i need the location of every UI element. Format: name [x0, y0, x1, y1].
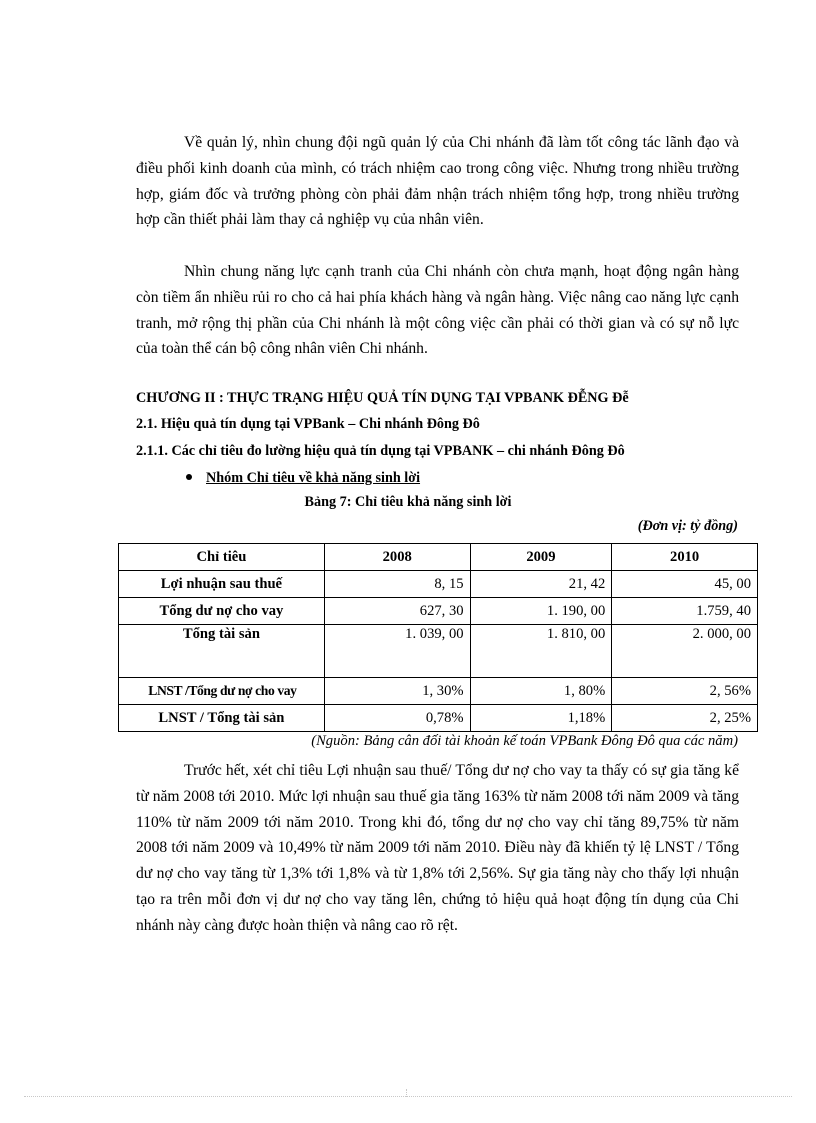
cell-value: 21, 42 [470, 571, 612, 598]
header-2010: 2010 [612, 544, 758, 571]
table-unit: (Đơn vị: tỷ đồng) [637, 518, 738, 534]
cell-value: 0,78% [324, 705, 470, 732]
paragraph-analysis [136, 758, 739, 939]
table-header-row [119, 544, 758, 571]
row-label: Lợi nhuận sau thuế [119, 571, 325, 598]
table-row [119, 705, 758, 732]
cell-value: 2, 25% [612, 705, 758, 732]
cell-value: 1. 039, 00 [324, 625, 470, 678]
cell-value: 1.759, 40 [612, 598, 758, 625]
row-label: LNST / Tổng tài sản [119, 705, 325, 732]
table-row [119, 625, 758, 678]
section-heading: 2.1. Hiệu quả tín dụng tại VPBank – Chi nhánh Đông Đô [136, 416, 480, 432]
subsection-heading: 2.1.1. Các chỉ tiêu đo lường hiệu quả tín dụng tại VPBANK – chi nhánh Đông Đô [136, 443, 625, 459]
bullet-text: Nhóm Chỉ tiêu về khả năng sinh lời [206, 470, 421, 486]
header-indicator: Chỉ tiêu [119, 544, 325, 571]
cell-value: 2, 56% [612, 678, 758, 705]
page-footer-marker [406, 1089, 407, 1097]
cell-value: 1, 80% [470, 678, 612, 705]
paragraph-analysis-text: Trước hết, xét chỉ tiêu Lợi nhuận sau thuế/ Tổng dư nợ cho vay ta thấy có sự gia tăng kể từ năm 2008 tới 2010. Mức lợi nhuận sau thuế gia tăng 163% từ năm 2008 tới năm 2009 và tăng 110% từ năm 2009 tới năm 2010. Trong khi đó, tổng dư nợ cho vay chỉ tăng 89,75% từ năm 2008 tới năm 2009 và 10,49% từ năm 2009 tới năm 2010. Điều này đã khiến tỷ lệ LNST / Tổng dư nợ cho vay tăng từ 1,3% tới 1,8% và từ 1,8% tới 2,56%. Sự gia tăng này cho thấy lợi nhuận tạo ra trên mỗi đơn vị dư nợ cho vay tăng lên, chứng tỏ hiệu quả hoạt động tín dụng của Chi nhánh này càng được hoàn thiện và nâng cao rõ rệt. [136, 762, 739, 934]
cell-value: 1. 190, 00 [470, 598, 612, 625]
cell-value: 1,18% [470, 705, 612, 732]
page-footer-divider [24, 1096, 792, 1097]
bullet-icon [186, 474, 192, 480]
table-row [119, 678, 758, 705]
profitability-table [118, 543, 758, 732]
cell-value: 1, 30% [324, 678, 470, 705]
cell-value: 1. 810, 00 [470, 625, 612, 678]
cell-value: 45, 00 [612, 571, 758, 598]
table-source-note: (Nguồn: Bảng cân đối tài khoản kế toán VPBank Đông Đô qua các năm) [311, 733, 738, 749]
cell-value: 8, 15 [324, 571, 470, 598]
paragraph-competitiveness-text: Nhìn chung năng lực cạnh tranh của Chi nhánh còn chưa mạnh, hoạt động ngân hàng còn tiềm ẩn nhiều rủi ro cho cả hai phía khách hàng và ngân hàng. Việc nâng cao năng lực cạnh tranh, mở rộng thị phần của Chi nhánh là một công việc cần phải có thời gian và có sự nỗ lực của toàn thể cán bộ công nhân viên Chi nhánh. [136, 263, 739, 358]
header-2008: 2008 [324, 544, 470, 571]
paragraph-competitiveness [136, 259, 739, 362]
row-label: LNST /Tổng dư nợ cho vay [119, 678, 325, 705]
chapter-heading: CHƯƠNG II : THỰC TRẠNG HIỆU QUẢ TÍN DỤNG TẠI VPBANK ĐỄNG Đễ [136, 390, 629, 406]
table-title: Bảng 7: Chỉ tiêu khả năng sinh lời [304, 494, 512, 510]
table-row [119, 571, 758, 598]
table-row [119, 598, 758, 625]
cell-value: 2. 000, 00 [612, 625, 758, 678]
header-2009: 2009 [470, 544, 612, 571]
row-label: Tổng dư nợ cho vay [119, 598, 325, 625]
paragraph-management [136, 130, 739, 233]
paragraph-management-text: Về quản lý, nhìn chung đội ngũ quản lý của Chi nhánh đã làm tốt công tác lãnh đạo và điều phối kinh doanh của mình, có trách nhiệm cao trong công việc. Nhưng trong nhiều trường hợp, giám đốc và trưởng phòng còn phải đảm nhận trách nhiệm tổng hợp, trong nhiều trường hợp cần thiết phải làm thay cả nghiệp vụ của nhân viên. [136, 134, 739, 229]
bullet-item [186, 470, 420, 487]
cell-value: 627, 30 [324, 598, 470, 625]
row-label: Tổng tài sản [119, 625, 325, 678]
